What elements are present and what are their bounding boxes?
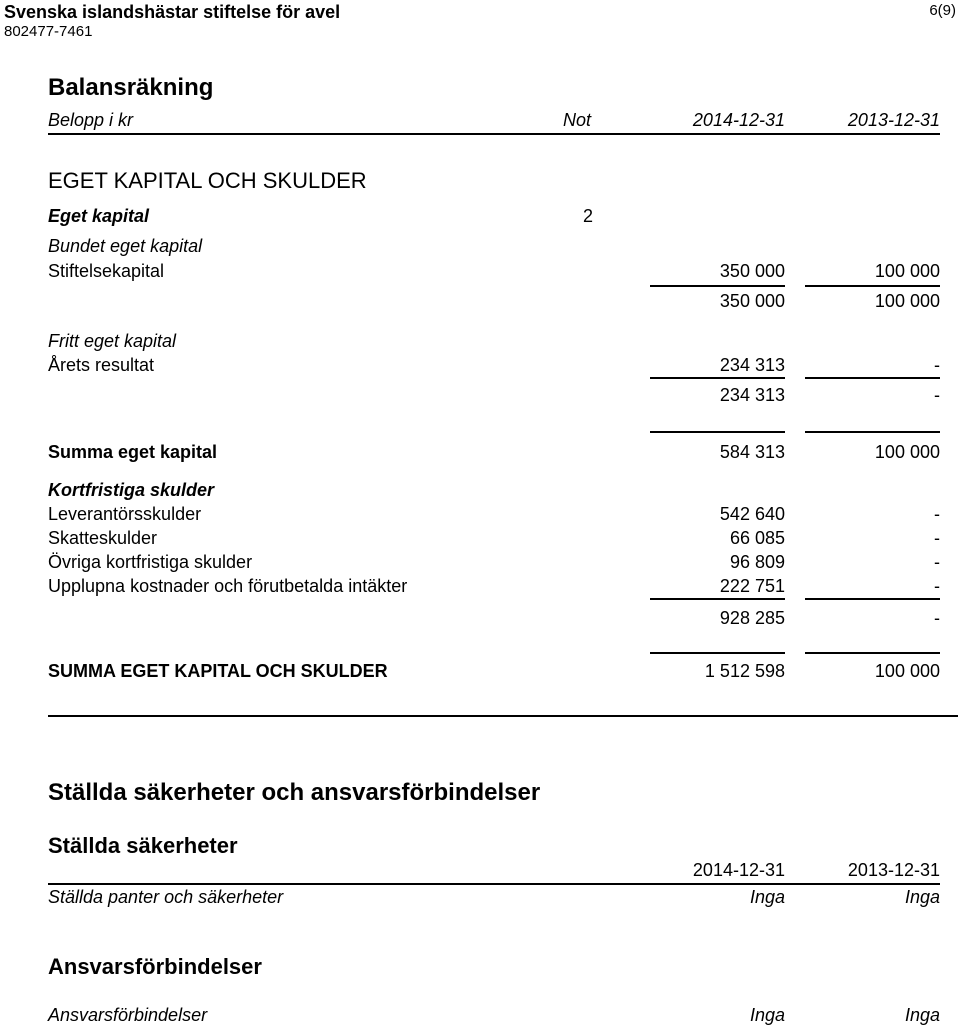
bound-subtotal-2013: 100 000 (874, 291, 940, 311)
short-term-subtotal-2014: 928 285 (719, 608, 785, 628)
securities-row-label: Ställda panter och säkerheter (48, 887, 284, 907)
liability-row-label: Leverantörsskulder (48, 504, 202, 524)
securities-row-2013: Inga (904, 887, 940, 907)
free-subtotal-2013: - (934, 385, 940, 405)
grand-total-2014: 1 512 598 (704, 661, 785, 681)
short-term-subtotal-2013: - (934, 608, 940, 628)
liability-row-2014: 66 085 (729, 528, 785, 548)
liability-row-2014: 542 640 (719, 504, 785, 524)
equity-note: 2 (583, 206, 594, 226)
stiftelsekapital-label: Stiftelsekapital (48, 261, 165, 281)
liability-row-2013: - (934, 576, 940, 596)
securities-row-2014: Inga (749, 887, 785, 907)
subtotal-rule (650, 285, 785, 287)
grand-total-rule (650, 652, 785, 654)
securities-col-2014: 2014-12-31 (692, 860, 785, 880)
securities-title: Ställda säkerheter (48, 833, 238, 858)
arets-resultat-2014: 234 313 (719, 355, 785, 375)
equity-total-label: Summa eget kapital (48, 442, 218, 462)
stiftelsekapital-2014: 350 000 (719, 261, 785, 281)
equity-label: Eget kapital (48, 206, 150, 226)
equity-total-2014: 584 313 (719, 442, 785, 462)
subtotal-rule (650, 377, 785, 379)
grand-total-rule (805, 652, 940, 654)
liability-row-label: Skatteskulder (48, 528, 158, 548)
total-rule (805, 431, 940, 433)
contingent-row-2013: Inga (904, 1005, 940, 1025)
pledges-title: Ställda säkerheter och ansvarsförbindelser (48, 779, 541, 806)
col-head-note: Not (563, 110, 592, 130)
header-rule (48, 133, 940, 135)
page-number: 6(9) (929, 2, 956, 19)
subtotal-rule (805, 377, 940, 379)
bound-subtotal-2014: 350 000 (719, 291, 785, 311)
balance-title: Balansräkning (48, 74, 214, 101)
col-head-2014: 2014-12-31 (692, 110, 785, 130)
section-title: EGET KAPITAL OCH SKULDER (48, 168, 367, 193)
free-equity-label: Fritt eget kapital (48, 331, 177, 351)
arets-resultat-2013: - (934, 355, 940, 375)
org-number: 802477-7461 (4, 23, 93, 40)
contingent-row-2014: Inga (749, 1005, 785, 1025)
short-term-label: Kortfristiga skulder (48, 480, 215, 500)
total-rule (650, 431, 785, 433)
liability-row-label: Upplupna kostnader och förutbetalda intäkter (48, 576, 408, 596)
subtotal-rule (650, 598, 785, 600)
bound-equity-label: Bundet eget kapital (48, 236, 203, 256)
free-subtotal-2014: 234 313 (719, 385, 785, 405)
subtotal-rule (805, 285, 940, 287)
col-head-2013: 2013-12-31 (847, 110, 940, 130)
arets-resultat-label: Årets resultat (48, 355, 155, 375)
liability-row-2014: 222 751 (719, 576, 785, 596)
org-name: Svenska islandshästar stiftelse för avel (4, 2, 341, 22)
liability-row-2014: 96 809 (729, 552, 785, 572)
section-divider (48, 715, 958, 717)
equity-total-2013: 100 000 (874, 442, 940, 462)
liability-row-2013: - (934, 552, 940, 572)
liability-row-2013: - (934, 504, 940, 524)
contingent-row-label: Ansvarsförbindelser (48, 1005, 208, 1025)
stiftelsekapital-2013: 100 000 (874, 261, 940, 281)
col-head-label: Belopp i kr (48, 110, 134, 130)
contingent-title: Ansvarsförbindelser (48, 954, 262, 979)
subtotal-rule (805, 598, 940, 600)
securities-col-2013: 2013-12-31 (847, 860, 940, 880)
grand-total-label: SUMMA EGET KAPITAL OCH SKULDER (48, 661, 388, 681)
liability-row-2013: - (934, 528, 940, 548)
securities-rule (48, 883, 940, 885)
liability-row-label: Övriga kortfristiga skulder (48, 552, 253, 572)
grand-total-2013: 100 000 (874, 661, 940, 681)
